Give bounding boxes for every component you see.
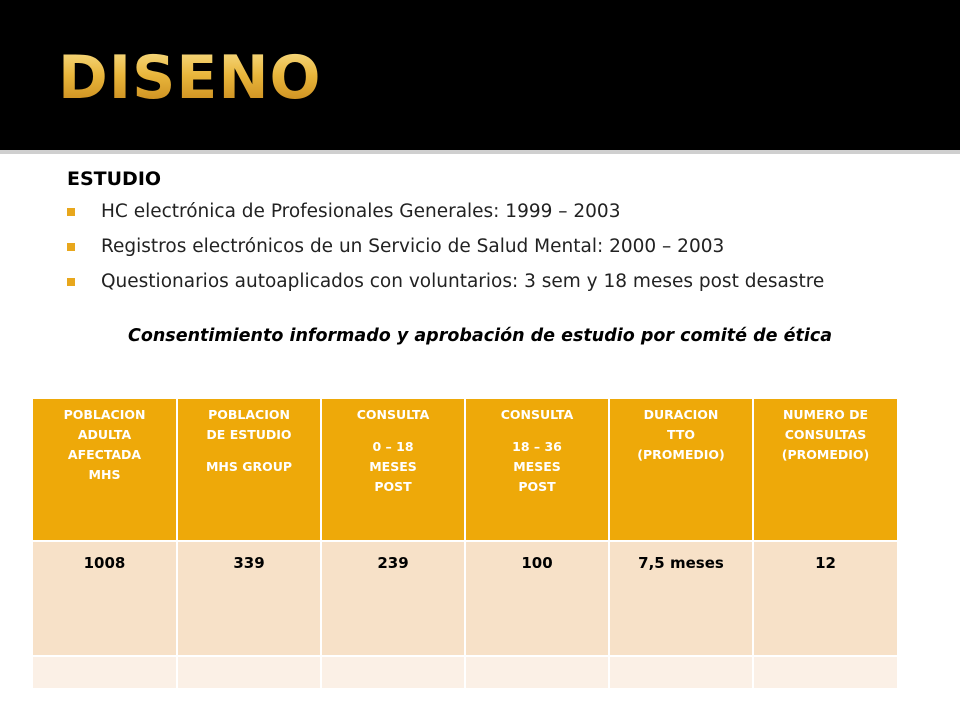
table-cell-empty <box>609 656 753 688</box>
header-line: AFECTADA <box>67 447 142 462</box>
header-cell-numero-consultas <box>753 399 897 541</box>
bullet-text: Questionarios autoaplicados con voluntarios: 3 sem y 18 meses post desastre <box>101 271 825 292</box>
header-line: ADULTA <box>77 427 132 442</box>
header-cell-poblacion-estudio <box>177 399 321 541</box>
header-line: MHS GROUP <box>205 459 293 474</box>
table-row-empty <box>33 656 897 688</box>
bullet-text: Registros electrónicos de un Servicio de Salud Mental: 2000 – 2003 <box>101 236 725 257</box>
header-line: CONSULTA <box>356 407 430 422</box>
bullet-item <box>67 233 887 261</box>
header-line: DE ESTUDIO <box>206 427 292 442</box>
header-cell-consulta-18-36 <box>465 399 609 541</box>
header-gap <box>326 425 460 437</box>
header-line: TTO <box>667 427 695 442</box>
table-cell: 339 <box>177 541 321 656</box>
table-cell-empty <box>33 656 177 688</box>
square-bullet-icon <box>67 243 75 251</box>
table-cell-empty <box>177 656 321 688</box>
table-cell-empty <box>465 656 609 688</box>
header-line: CONSULTAS <box>784 427 867 442</box>
table-cell-empty <box>321 656 465 688</box>
slide-title: DISENO <box>58 43 322 113</box>
header-line: POBLACION <box>63 407 146 422</box>
slide-header <box>0 0 960 150</box>
header-cell-duracion <box>609 399 753 541</box>
bullet-item <box>67 268 887 296</box>
header-line: POBLACION <box>208 407 290 422</box>
header-gap <box>182 445 316 457</box>
table-cell: 1008 <box>33 541 177 656</box>
header-line: POST <box>374 479 412 494</box>
table-cell: 239 <box>321 541 465 656</box>
table-cell-empty <box>753 656 897 688</box>
header-line: DURACION <box>643 407 719 422</box>
table-row <box>33 541 897 656</box>
header-line: MHS <box>88 467 121 482</box>
bullet-text: HC electrónica de Profesionales Generales: 1999 – 2003 <box>101 201 621 222</box>
table-cell: 100 <box>465 541 609 656</box>
square-bullet-icon <box>67 278 75 286</box>
square-bullet-icon <box>67 208 75 216</box>
header-line: MESES <box>369 459 417 474</box>
header-line: POST <box>518 479 556 494</box>
header-cell-consulta-0-18 <box>321 399 465 541</box>
header-cell-poblacion-adulta <box>33 399 177 541</box>
header-line: (PROMEDIO) <box>637 447 725 462</box>
header-line: NUMERO DE <box>782 407 869 422</box>
header-line: CONSULTA <box>500 407 574 422</box>
header-gap <box>470 425 604 437</box>
table-header-row <box>33 399 897 541</box>
results-table <box>33 399 897 688</box>
header-line: (PROMEDIO) <box>781 447 870 462</box>
bullet-list <box>67 198 887 303</box>
slide-content <box>0 154 960 720</box>
table-cell: 7,5 meses <box>609 541 753 656</box>
table-cell: 12 <box>753 541 897 656</box>
header-line: 18 – 36 <box>512 439 562 454</box>
section-heading: ESTUDIO <box>67 168 162 190</box>
header-line: 0 – 18 <box>372 439 414 454</box>
bullet-item <box>67 198 887 226</box>
header-line: MESES <box>513 459 561 474</box>
ethics-note: Consentimiento informado y aprobación de estudio por comité de ética <box>127 326 833 346</box>
